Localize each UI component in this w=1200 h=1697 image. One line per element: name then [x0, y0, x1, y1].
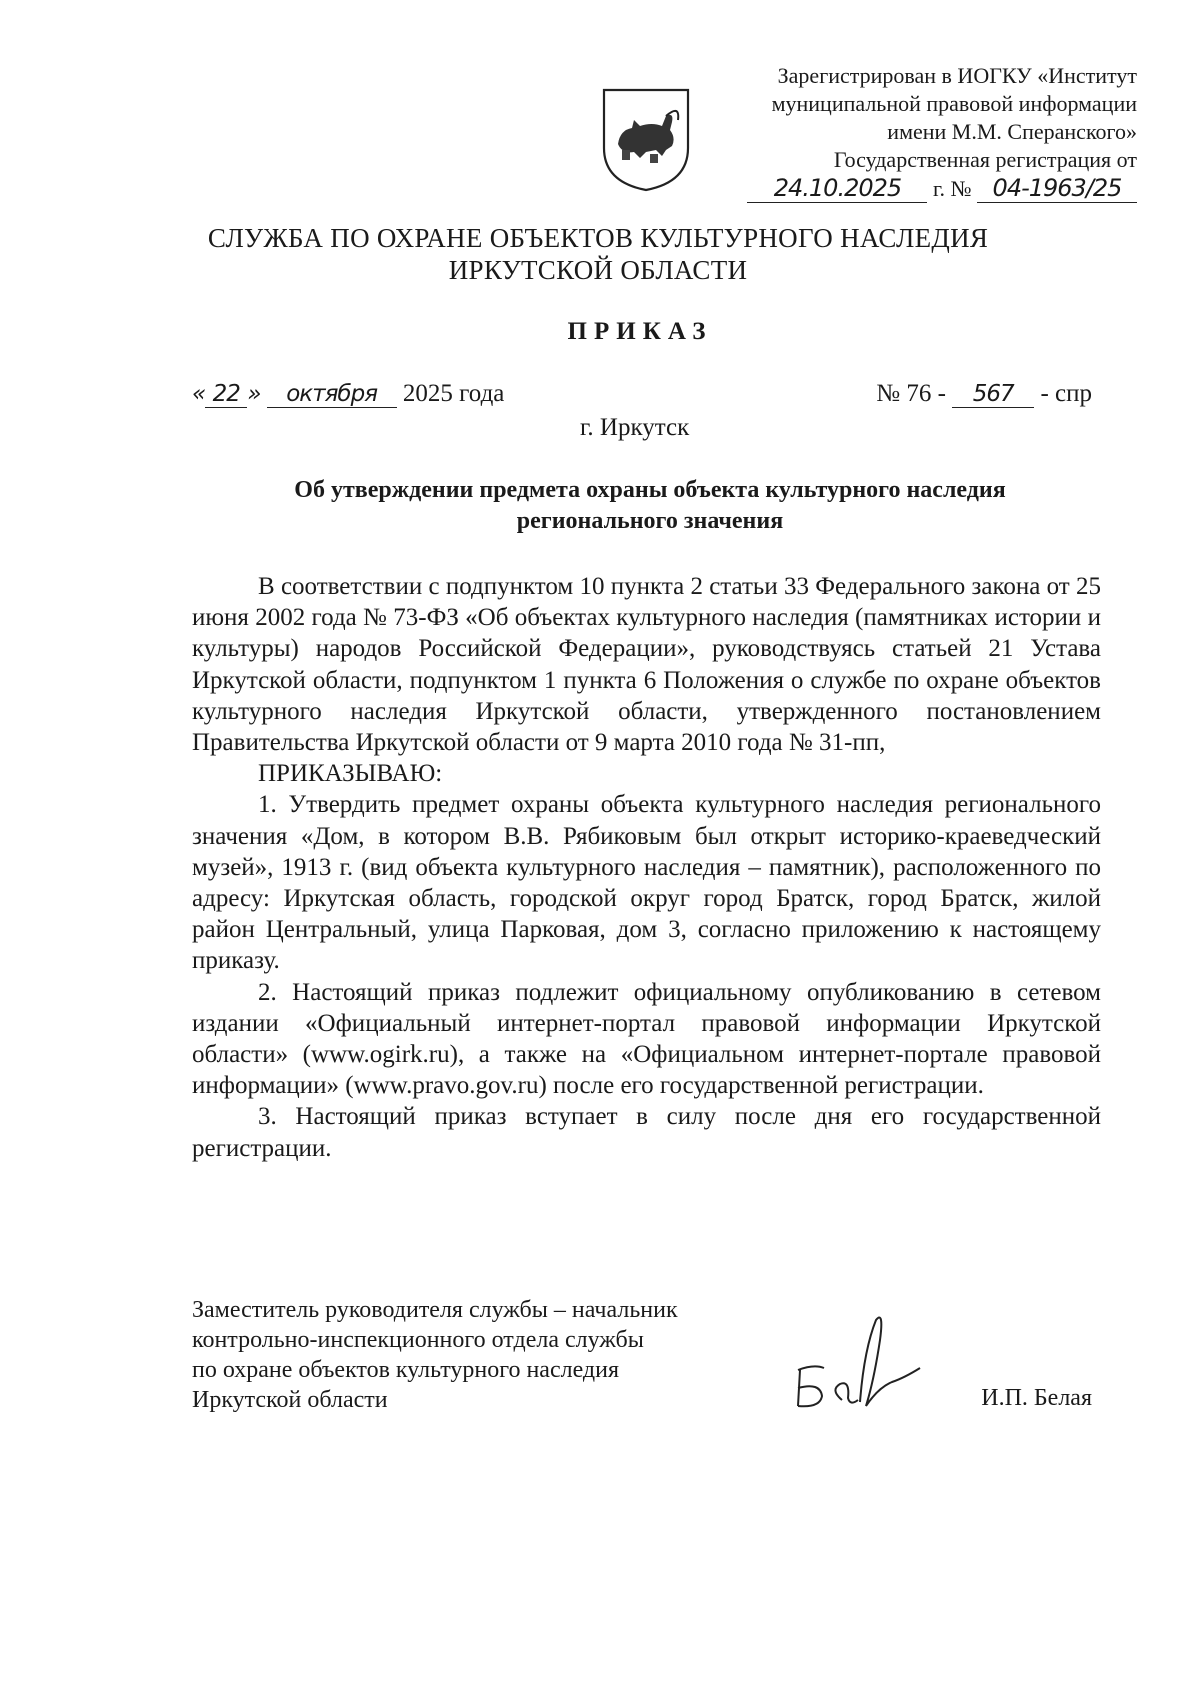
signatory-position	[192, 1295, 792, 1415]
signer-name: И.П. Белая	[981, 1385, 1092, 1411]
order-title: ПРИКАЗ	[567, 318, 713, 345]
document-heading	[200, 475, 1100, 537]
order-month: октября	[267, 381, 397, 408]
handwritten-signature	[780, 1310, 930, 1420]
registration-mid: г. №	[932, 176, 972, 201]
order-city: г. Иркутск	[580, 414, 690, 441]
registration-line: Зарегистрирован в ИОГКУ «Институт	[777, 63, 1137, 88]
order-year: 2025 года	[402, 380, 505, 407]
order-number-prefix: № 76 -	[876, 380, 946, 407]
registration-line: Государственная регистрация от	[833, 147, 1137, 172]
order-day: 22	[205, 381, 247, 408]
heading-line: регионального значения	[516, 508, 784, 534]
position-line: Иркутской области	[192, 1387, 388, 1413]
registration-details	[717, 174, 1137, 203]
order-item-1: 1. Утвердить предмет охраны объекта культурного наследия регионального значения «Дом, в котором В.В. Рябиковым был открыт историко-краеведческий музей», 1913 г. (вид объекта культурного наследия – памятник), расположенного по адресу: Иркутская область, городской округ город Братск, город Братск, жилой район Центральный, улица Парковая, дом 3, согласно приложению к настоящему приказу.	[192, 791, 1101, 975]
registration-line: имени М.М. Сперанского»	[887, 119, 1137, 144]
authority-line: СЛУЖБА ПО ОХРАНЕ ОБЪЕКТОВ КУЛЬТУРНОГО НАСЛЕДИЯ	[207, 223, 989, 253]
registration-line: муниципальной правовой информации	[771, 91, 1137, 116]
position-line: Заместитель руководителя службы – начальник	[192, 1297, 678, 1323]
order-item-3: 3. Настоящий приказ вступает в силу после дня его государственной регистрации.	[192, 1103, 1101, 1162]
authority-line: ИРКУТСКОЙ ОБЛАСТИ	[448, 255, 748, 285]
order-number-suffix: - спр	[1040, 380, 1092, 407]
order-word: ПРИКАЗЫВАЮ:	[258, 760, 443, 788]
position-line: контрольно-инспекционного отдела службы	[192, 1327, 644, 1353]
coat-of-arms-icon	[600, 86, 692, 194]
position-line: по охране объектов культурного наследия	[192, 1357, 620, 1383]
quote-open: «	[192, 381, 206, 407]
order-number-value: 567	[952, 381, 1034, 408]
preamble-paragraph: В соответствии с подпунктом 10 пункта 2 статьи 33 Федерального закона от 25 июня 2002 года № 73-ФЗ «Об объектах культурного наследия (памятниках истории и культуры) народов Российской Федерации», руководствуясь статьей 21 Устава Иркутской области, подпунктом 1 пункта 6 Положения о службе по охране объектов культурного наследия Иркутской области, утвержденного постановлением Правительства Иркутской области от 9 марта 2010 года № 31-пп,	[192, 573, 1101, 757]
registration-date: 24.10.2025	[747, 174, 927, 203]
order-date	[192, 380, 504, 408]
order-item-2: 2. Настоящий приказ подлежит официальному опубликованию в сетевом издании «Официальный интернет-портал правовой информации Иркутской области» (www.ogirk.ru), а также на «Официальном интернет-портале правовой информации» (www.pravo.gov.ru) после его государственной регистрации.	[192, 978, 1101, 1100]
registration-number: 04-1963/25	[977, 174, 1137, 203]
heading-line: Об утверждении предмета охраны объекта культурного наследия	[294, 477, 1006, 503]
quote-close: »	[247, 381, 261, 407]
document-body	[192, 571, 1101, 1164]
authority-name	[0, 222, 1200, 286]
registration-stamp	[717, 62, 1137, 203]
order-number	[876, 380, 1092, 408]
